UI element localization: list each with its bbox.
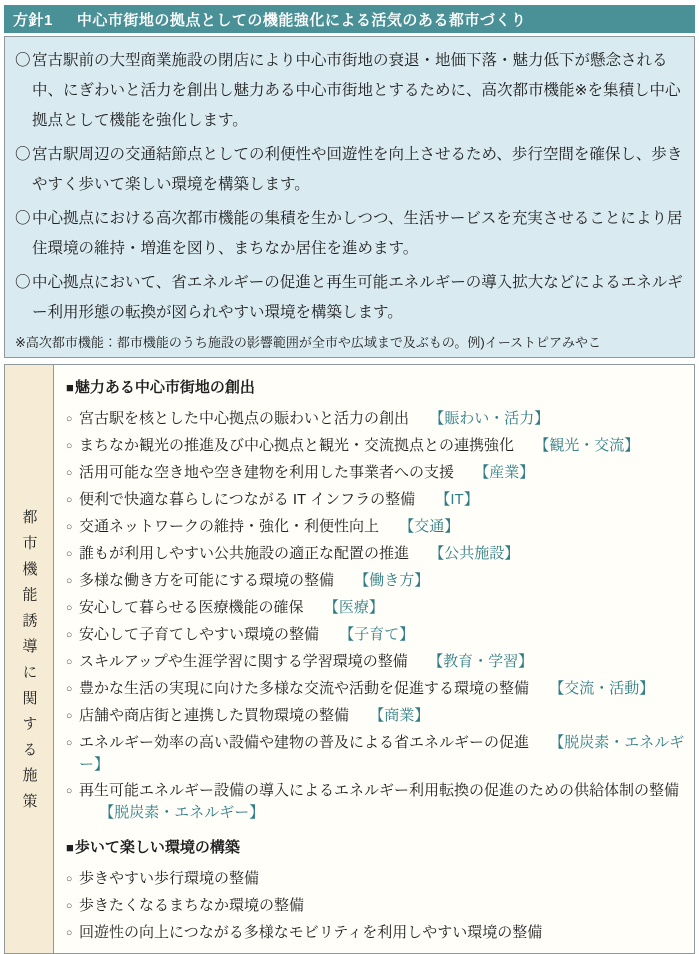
- summary-bullet: [15, 268, 684, 328]
- measure-item-text: 誰もが利用しやすい公共施設の適正な配置の推進: [79, 545, 410, 562]
- measure-item: [66, 922, 686, 944]
- small-circle-bullet-marker: ○: [66, 602, 73, 614]
- measure-item: [66, 462, 686, 484]
- small-circle-bullet-marker: ○: [66, 521, 73, 533]
- policy-summary-box: [4, 36, 695, 358]
- summary-bullet-text: 中心拠点において、省エネルギーの促進と再生可能エネルギーの導入拡大などによるエネルギー利用形態の転換が図られやすい環境を構築します。: [32, 274, 683, 321]
- measure-category-tag: 【IT】: [435, 491, 479, 508]
- measure-category-tag: 【観光・交流】: [534, 437, 640, 454]
- measure-item: [66, 780, 686, 823]
- circle-bullet-marker: 〇: [15, 146, 31, 163]
- measure-item-text: 店舗や商店街と連携した買物環境の整備: [79, 707, 350, 724]
- small-circle-bullet-marker: ○: [66, 629, 73, 641]
- policy-number-label: 方針1: [13, 11, 53, 29]
- small-circle-bullet-marker: ○: [66, 494, 73, 506]
- measure-group-heading-text: 魅力ある中心市街地の創出: [74, 379, 255, 396]
- measure-item: [66, 543, 686, 565]
- summary-bullet: [15, 204, 684, 264]
- measure-item-text: 安心して子育てしやすい環境の整備: [79, 626, 320, 643]
- summary-bullet: [15, 140, 684, 200]
- measure-category-tag: 【交通】: [399, 518, 460, 535]
- measure-category-tag: 【医療】: [323, 599, 384, 616]
- measure-item-text: 歩きやすい歩行環境の整備: [79, 870, 260, 887]
- square-bullet-marker: ■: [66, 380, 74, 395]
- measure-category-tag: 【商業】: [369, 707, 430, 724]
- small-circle-bullet-marker: ○: [66, 548, 73, 560]
- measure-item-text: 豊かな生活の実現に向けた多様な交流や活動を促進する環境の整備: [79, 680, 530, 697]
- square-bullet-marker: ■: [66, 840, 74, 855]
- measure-item: [66, 624, 686, 646]
- measure-category-tag: 【働き方】: [354, 572, 430, 589]
- summary-bullet: [15, 46, 684, 136]
- measure-category-tag: 【教育・学習】: [428, 653, 534, 670]
- measure-item: [66, 408, 686, 430]
- measure-category-tag: 【子育て】: [339, 626, 415, 643]
- measure-item: [66, 516, 686, 538]
- sidebar-vertical-label: 都市機能誘導に関する施策: [20, 509, 38, 820]
- measure-item: [66, 678, 686, 700]
- measure-category-tag: 【脱炭素・エネルギー】: [79, 734, 685, 773]
- measure-group-heading: [66, 377, 686, 398]
- circle-bullet-marker: 〇: [15, 274, 31, 291]
- measure-item-text: エネルギー効率の高い設備や建物の普及による省エネルギーの促進: [79, 734, 530, 751]
- measure-item-text: 安心して暮らせる医療機能の確保: [79, 599, 304, 616]
- measure-item-text: まちなか観光の推進及び中心拠点と観光・交流拠点との連携強化: [79, 437, 515, 454]
- small-circle-bullet-marker: ○: [66, 737, 73, 749]
- summary-bullet-list: [15, 46, 684, 328]
- measure-category-tag: 【賑わい・活力】: [429, 410, 550, 427]
- measure-item: [66, 489, 686, 511]
- measure-item-text: 便利で快適な暮らしにつながる IT インフラの整備: [79, 491, 416, 508]
- summary-bullet-text: 宮古駅前の大型商業施設の閉店により中心市街地の衰退・地価下落・魅力低下が懸念される中、にぎわいと活力を創出し魅力ある中心市街地とするために、高次都市機能※を集積し中心拠点として機能を強化します。: [32, 52, 681, 129]
- small-circle-bullet-marker: ○: [66, 683, 73, 695]
- measure-item-text: 活用可能な空き地や空き建物を利用した事業者への支援: [79, 464, 455, 481]
- policy-title-bar: [4, 5, 695, 33]
- small-circle-bullet-marker: ○: [66, 900, 73, 912]
- footnote: ※高次都市機能：都市機能のうち施設の影響範囲が全市や広域まで及ぶもの。例)イーストピアみやこ: [15, 335, 602, 350]
- measure-item: [66, 705, 686, 727]
- small-circle-bullet-marker: ○: [66, 927, 73, 939]
- measures-content: [54, 365, 694, 953]
- measure-item-text: スキルアップや生涯学習に関する学習環境の整備: [79, 653, 408, 670]
- measure-item-text: 歩きたくなるまちなか環境の整備: [79, 897, 305, 914]
- summary-bullet-text: 宮古駅周辺の交通結節点としての利便性や回遊性を向上させるため、歩行空間を確保し、歩きやすく歩いて楽しい環境を構築します。: [32, 146, 683, 193]
- measure-category-tag: 【公共施設】: [429, 545, 520, 562]
- small-circle-bullet-marker: ○: [66, 785, 73, 797]
- measure-item: [66, 732, 686, 775]
- measure-item-text: 交通ネットワークの維持・強化・利便性向上: [79, 518, 380, 535]
- measure-item-text: 多様な働き方を可能にする環境の整備: [79, 572, 335, 589]
- policy-title: 中心市街地の拠点としての機能強化による活気のある都市づくり: [76, 11, 527, 29]
- measure-item: [66, 868, 686, 890]
- measure-item: [66, 570, 686, 592]
- small-circle-bullet-marker: ○: [66, 873, 73, 885]
- measure-group-heading-text: 歩いて楽しい環境の構築: [74, 839, 240, 856]
- measure-category-tag: 【脱炭素・エネルギー】: [99, 804, 265, 821]
- measures-sidebar: [5, 365, 54, 953]
- small-circle-bullet-marker: ○: [66, 440, 73, 452]
- measures-table: [4, 364, 695, 954]
- measure-category-tag: 【交流・活動】: [549, 680, 655, 697]
- measure-item: [66, 895, 686, 917]
- circle-bullet-marker: 〇: [15, 210, 31, 227]
- summary-bullet-text: 中心拠点における高次都市機能の集積を生かしつつ、生活サービスを充実させることにより居住環境の維持・増進を図り、まちなか居住を進めます。: [32, 210, 683, 257]
- small-circle-bullet-marker: ○: [66, 656, 73, 668]
- measure-item: [66, 597, 686, 619]
- small-circle-bullet-marker: ○: [66, 710, 73, 722]
- measure-category-tag: 【産業】: [474, 464, 535, 481]
- measure-group-heading: [66, 837, 686, 858]
- measure-group: [66, 837, 686, 944]
- small-circle-bullet-marker: ○: [66, 467, 73, 479]
- measure-item-text: 再生可能エネルギー設備の導入によるエネルギー利用転換の促進のための供給体制の整備: [79, 782, 680, 799]
- measure-item: [66, 435, 686, 457]
- measure-item-text: 回遊性の向上につながる多様なモビリティを利用しやすい環境の整備: [79, 924, 543, 941]
- small-circle-bullet-marker: ○: [66, 575, 73, 587]
- measure-item: [66, 651, 686, 673]
- measure-item-text: 宮古駅を核とした中心拠点の賑わいと活力の創出: [79, 410, 410, 427]
- small-circle-bullet-marker: ○: [66, 413, 73, 425]
- measure-group: [66, 377, 686, 823]
- circle-bullet-marker: 〇: [15, 52, 31, 69]
